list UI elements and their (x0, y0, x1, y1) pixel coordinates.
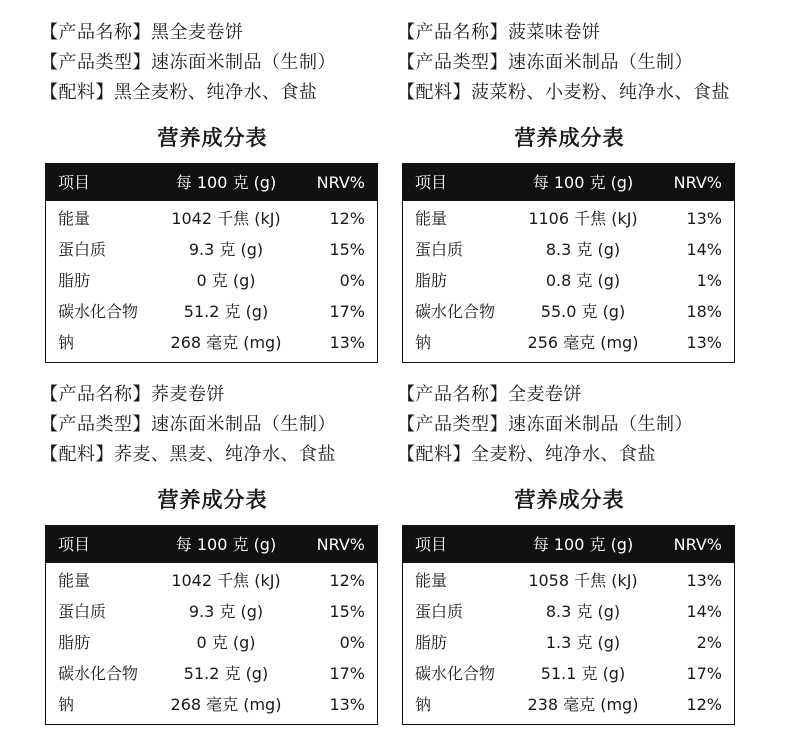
row-nrv: 17% (329, 664, 365, 683)
row-item: 蛋白质 (415, 602, 464, 621)
row-value: 238 毫克 (mg) (527, 695, 639, 714)
row-value: 1058 千焦 (kJ) (528, 571, 638, 590)
product-type-line: 【产品类型】速冻面米制品（生制） (40, 414, 336, 435)
nutrition-table-title: 营养成分表 (157, 126, 268, 150)
table-row (403, 658, 734, 689)
table-row (403, 596, 734, 627)
row-nrv: 15% (329, 602, 365, 621)
table-row (46, 565, 377, 596)
row-nrv: 0% (339, 633, 365, 652)
table-row (46, 689, 377, 720)
product-name-line: 【产品名称】荞麦卷饼 (40, 384, 225, 405)
row-item: 钠 (415, 695, 432, 714)
row-value: 1106 千焦 (kJ) (528, 209, 638, 228)
table-header (46, 164, 377, 201)
table-row (46, 203, 377, 234)
product-panel-black-wholewheat (40, 18, 385, 363)
table-row (403, 327, 734, 358)
header-nrv: NRV% (316, 173, 365, 192)
row-item: 钠 (415, 333, 432, 352)
row-value: 9.3 克 (g) (188, 602, 264, 621)
table-row (403, 234, 734, 265)
row-nrv: 12% (329, 571, 365, 590)
table-header (403, 526, 734, 563)
product-panel-buckwheat (40, 380, 385, 725)
row-item: 脂肪 (58, 271, 91, 290)
row-value: 55.0 克 (g) (540, 302, 626, 321)
row-item: 能量 (58, 209, 91, 228)
nutrition-table (45, 525, 378, 725)
product-type-line: 【产品类型】速冻面米制品（生制） (397, 52, 693, 73)
product-name-line: 【产品名称】黑全麦卷饼 (40, 22, 244, 43)
nutrition-table (402, 525, 735, 725)
row-value: 51.1 克 (g) (540, 664, 626, 683)
row-value: 0 克 (g) (196, 271, 256, 290)
table-row (46, 234, 377, 265)
row-value: 0 克 (g) (196, 633, 256, 652)
row-nrv: 17% (686, 664, 722, 683)
nutrition-table-title: 营养成分表 (514, 126, 625, 150)
header-per100g: 每 100 克 (g) (532, 173, 634, 192)
header-per100g: 每 100 克 (g) (532, 535, 634, 554)
row-value: 0.8 克 (g) (545, 271, 621, 290)
table-row (403, 689, 734, 720)
row-value: 256 毫克 (mg) (527, 333, 639, 352)
row-item: 碳水化合物 (415, 664, 496, 683)
row-nrv: 12% (686, 695, 722, 714)
row-item: 能量 (415, 209, 448, 228)
row-nrv: 12% (329, 209, 365, 228)
header-item: 项目 (58, 535, 91, 554)
row-item: 能量 (415, 571, 448, 590)
header-item: 项目 (58, 173, 91, 192)
nutrition-table (402, 163, 735, 363)
nutrition-table (45, 163, 378, 363)
row-nrv: 14% (686, 240, 722, 259)
header-item: 项目 (415, 535, 448, 554)
table-row (46, 296, 377, 327)
row-item: 蛋白质 (58, 602, 107, 621)
product-panel-wholewheat (397, 380, 742, 725)
table-header (403, 164, 734, 201)
row-value: 268 毫克 (mg) (170, 333, 282, 352)
row-item: 脂肪 (58, 633, 91, 652)
row-nrv: 13% (686, 333, 722, 352)
row-value: 1042 千焦 (kJ) (171, 209, 281, 228)
row-nrv: 14% (686, 602, 722, 621)
product-panel-spinach (397, 18, 742, 363)
row-nrv: 17% (329, 302, 365, 321)
table-row (403, 203, 734, 234)
table-row (46, 627, 377, 658)
table-row (403, 296, 734, 327)
product-name-line: 【产品名称】菠菜味卷饼 (397, 22, 601, 43)
nutrition-table-title: 营养成分表 (157, 488, 268, 512)
table-header (46, 526, 377, 563)
row-value: 8.3 克 (g) (545, 240, 621, 259)
row-value: 9.3 克 (g) (188, 240, 264, 259)
row-nrv: 1% (696, 271, 722, 290)
header-nrv: NRV% (673, 173, 722, 192)
nutrition-table-title: 营养成分表 (514, 488, 625, 512)
row-value: 51.2 克 (g) (183, 664, 269, 683)
row-item: 蛋白质 (58, 240, 107, 259)
row-item: 能量 (58, 571, 91, 590)
row-item: 钠 (58, 695, 75, 714)
table-row (403, 627, 734, 658)
ingredients-line: 【配料】全麦粉、纯净水、食盐 (397, 444, 656, 465)
header-item: 项目 (415, 173, 448, 192)
header-nrv: NRV% (316, 535, 365, 554)
header-per100g: 每 100 克 (g) (175, 173, 277, 192)
ingredients-line: 【配料】黑全麦粉、纯净水、食盐 (40, 82, 318, 103)
row-nrv: 2% (696, 633, 722, 652)
row-nrv: 0% (339, 271, 365, 290)
ingredients-line: 【配料】荞麦、黑麦、纯净水、食盐 (40, 444, 336, 465)
product-type-line: 【产品类型】速冻面米制品（生制） (40, 52, 336, 73)
row-item: 脂肪 (415, 271, 448, 290)
header-nrv: NRV% (673, 535, 722, 554)
row-item: 钠 (58, 333, 75, 352)
table-row (46, 596, 377, 627)
row-nrv: 15% (329, 240, 365, 259)
row-value: 51.2 克 (g) (183, 302, 269, 321)
row-nrv: 18% (686, 302, 722, 321)
row-nrv: 13% (686, 209, 722, 228)
row-value: 1042 千焦 (kJ) (171, 571, 281, 590)
row-value: 268 毫克 (mg) (170, 695, 282, 714)
product-type-line: 【产品类型】速冻面米制品（生制） (397, 414, 693, 435)
row-item: 碳水化合物 (415, 302, 496, 321)
table-row (403, 565, 734, 596)
row-item: 碳水化合物 (58, 302, 139, 321)
row-nrv: 13% (329, 695, 365, 714)
row-item: 蛋白质 (415, 240, 464, 259)
row-nrv: 13% (686, 571, 722, 590)
row-item: 碳水化合物 (58, 664, 139, 683)
row-value: 1.3 克 (g) (545, 633, 621, 652)
table-row (46, 327, 377, 358)
row-value: 8.3 克 (g) (545, 602, 621, 621)
table-row (46, 658, 377, 689)
header-per100g: 每 100 克 (g) (175, 535, 277, 554)
table-row (403, 265, 734, 296)
product-name-line: 【产品名称】全麦卷饼 (397, 384, 582, 405)
table-row (46, 265, 377, 296)
row-nrv: 13% (329, 333, 365, 352)
ingredients-line: 【配料】菠菜粉、小麦粉、纯净水、食盐 (397, 82, 730, 103)
row-item: 脂肪 (415, 633, 448, 652)
